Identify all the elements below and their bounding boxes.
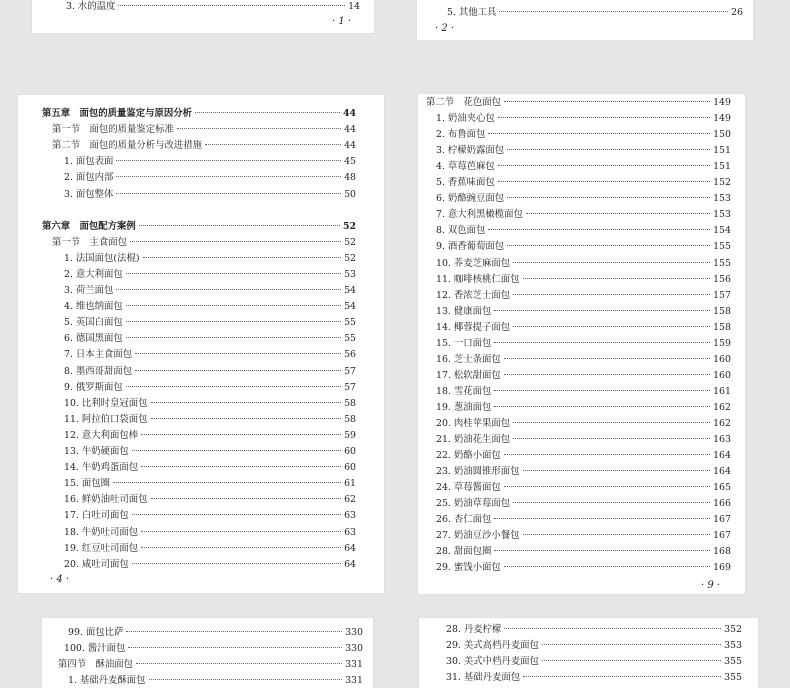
toc-entry xyxy=(64,493,356,507)
toc-entry xyxy=(66,0,360,14)
dot-leader xyxy=(205,144,341,145)
toc-entry-title: 7. 意大利黑橄榄面包 xyxy=(436,209,523,221)
toc-entry xyxy=(64,252,356,266)
toc-entry xyxy=(64,429,356,443)
toc-entry-title: 第五章 面包的质量鉴定与原因分析 xyxy=(42,108,193,119)
toc-entry-page-number: 330 xyxy=(345,627,363,638)
dot-leader xyxy=(126,337,341,338)
toc-entry-page-number: 352 xyxy=(724,624,742,635)
toc-entry-page-number: 156 xyxy=(713,273,731,285)
dot-leader xyxy=(135,370,341,371)
toc-entry xyxy=(64,477,356,491)
toc-entry xyxy=(64,397,356,411)
toc-entry-page-number: 160 xyxy=(713,353,731,365)
toc-entry-title: 99. 面包比萨 xyxy=(68,627,124,638)
toc-entry-page-number: 44 xyxy=(344,124,356,136)
toc-entry xyxy=(64,445,356,459)
toc-entry-page-number: 164 xyxy=(713,450,731,462)
toc-entry xyxy=(436,128,731,142)
toc-entry-page-number: 60 xyxy=(344,446,356,457)
dot-leader xyxy=(116,176,341,177)
toc-entry xyxy=(64,268,356,282)
toc-entry-title: 7. 日本主食面包 xyxy=(64,349,133,361)
toc-entry xyxy=(446,671,742,685)
toc-entry-page-number: 169 xyxy=(713,562,731,574)
dot-leader xyxy=(504,454,710,455)
dot-leader xyxy=(494,310,710,311)
dot-leader xyxy=(116,289,341,290)
dot-leader xyxy=(126,273,341,274)
toc-entry-title: 1. 基础丹麦酥面包 xyxy=(68,675,146,686)
toc-entry xyxy=(64,188,356,202)
dot-leader xyxy=(498,117,710,118)
toc-entry-page-number: 167 xyxy=(713,514,731,526)
dot-leader xyxy=(132,563,341,564)
toc-entry-page-number: 62 xyxy=(344,494,356,506)
dot-leader xyxy=(139,225,340,226)
toc-entry-title: 17. 白吐司面包 xyxy=(64,510,129,522)
toc-entry xyxy=(436,465,731,479)
toc-entry-title: 2. 布鲁面包 xyxy=(436,129,486,141)
toc-entry-title: 19. 葱油面包 xyxy=(436,401,492,413)
toc-entry-title: 18. 雪花面包 xyxy=(436,385,492,397)
toc-entry-page-number: 60 xyxy=(344,462,356,474)
toc-entry-page-number: 52 xyxy=(344,236,356,248)
toc-entry-title: 14. 椰蓉提子面包 xyxy=(436,321,511,333)
toc-entry-title: 10. 荞麦芝麻面包 xyxy=(436,257,511,269)
toc-entry xyxy=(64,155,356,169)
toc-entry xyxy=(446,639,742,653)
dot-leader xyxy=(542,660,721,661)
dot-leader xyxy=(504,486,710,487)
toc-entry xyxy=(436,481,731,495)
toc-entry xyxy=(436,497,731,511)
toc-entry xyxy=(436,337,731,351)
toc-entry xyxy=(42,107,356,121)
toc-entry xyxy=(64,509,356,523)
dot-leader xyxy=(151,498,342,499)
toc-entry-title: 10. 比利时皇冠面包 xyxy=(64,397,148,409)
toc-page-9 xyxy=(418,94,745,594)
toc-entry-page-number: 54 xyxy=(344,285,356,296)
page-number-footer: · 1 · xyxy=(332,16,352,27)
toc-entry-title: 9. 酒香葡萄面包 xyxy=(436,241,505,253)
toc-entry-page-number: 63 xyxy=(344,510,356,522)
toc-entry-title: 28. 甜面包圈 xyxy=(436,546,492,558)
toc-entry-page-number: 63 xyxy=(344,526,356,538)
toc-entry xyxy=(64,413,356,427)
toc-entry xyxy=(446,655,742,669)
toc-entry-page-number: 152 xyxy=(713,177,731,189)
toc-entry-page-number: 50 xyxy=(344,188,356,200)
dot-leader xyxy=(141,531,341,532)
toc-entry-title: 第二节 花色面包 xyxy=(426,97,502,108)
dot-leader xyxy=(136,663,342,664)
dot-leader xyxy=(141,434,341,435)
dot-leader xyxy=(494,518,710,519)
dot-leader xyxy=(116,193,341,194)
toc-entry-page-number: 158 xyxy=(713,305,731,317)
toc-entry xyxy=(436,289,731,303)
toc-entry-title: 2. 面包内部 xyxy=(64,172,114,184)
toc-entry xyxy=(64,316,356,330)
toc-entry-page-number: 355 xyxy=(724,672,742,683)
toc-entry-page-number: 155 xyxy=(713,241,731,253)
toc-entry-page-number: 163 xyxy=(713,434,731,446)
toc-entry-page-number: 164 xyxy=(713,466,731,478)
toc-entry xyxy=(64,332,356,346)
toc-entry-title: 26. 杏仁面包 xyxy=(436,514,492,526)
toc-entry-page-number: 54 xyxy=(344,301,356,313)
dot-leader xyxy=(523,676,721,677)
dot-leader xyxy=(504,628,721,629)
toc-entry-title: 12. 意大利面包棒 xyxy=(64,429,139,441)
dot-leader xyxy=(504,358,710,359)
toc-entry-page-number: 61 xyxy=(344,478,356,490)
toc-entry-page-number: 44 xyxy=(342,108,356,119)
dot-leader xyxy=(128,647,342,648)
toc-entry-page-number: 53 xyxy=(344,268,356,280)
toc-entry xyxy=(436,321,731,335)
toc-entry-page-number: 155 xyxy=(713,257,731,269)
dot-leader xyxy=(118,5,345,6)
toc-entry xyxy=(436,513,731,527)
toc-entry-title: 22. 奶酪小面包 xyxy=(436,450,501,462)
toc-entry xyxy=(436,417,731,431)
toc-entry xyxy=(436,273,731,287)
dot-leader xyxy=(177,128,341,129)
toc-page-4 xyxy=(18,95,384,593)
page-number-footer: · 2 · xyxy=(435,23,455,34)
dot-leader xyxy=(526,213,710,214)
toc-entry-title: 6. 德国黑面包 xyxy=(64,333,123,345)
dot-leader xyxy=(507,149,710,150)
toc-entry xyxy=(436,224,731,238)
toc-entry xyxy=(436,529,731,543)
toc-entry-page-number: 52 xyxy=(344,252,356,264)
toc-entry-page-number: 353 xyxy=(724,640,742,651)
toc-entry-title: 第二节 面包的质量分析与改进措施 xyxy=(52,140,203,152)
toc-entry-page-number: 56 xyxy=(344,349,356,361)
dot-leader xyxy=(498,165,710,166)
toc-entry-title: 4. 草莓芭麻包 xyxy=(436,161,495,173)
toc-entry-page-number: 158 xyxy=(713,321,731,333)
toc-entry-title: 17. 松软甜面包 xyxy=(436,369,501,381)
toc-entry-page-number: 165 xyxy=(713,482,731,494)
toc-entry xyxy=(52,123,356,137)
toc-entry-page-number: 166 xyxy=(713,498,731,510)
toc-entry-title: 23. 奶油圆锥形面包 xyxy=(436,466,520,478)
dot-leader xyxy=(498,181,710,182)
toc-entry-title: 9. 俄罗斯面包 xyxy=(64,381,123,393)
toc-entry-page-number: 64 xyxy=(344,558,356,570)
dot-leader xyxy=(488,229,710,230)
toc-entry-title: 27. 奶油豆沙小餐包 xyxy=(436,530,520,542)
toc-entry-title: 第四节 酥油面包 xyxy=(58,659,134,670)
toc-entry xyxy=(64,642,363,656)
toc-entry-page-number: 151 xyxy=(713,145,731,157)
dot-leader xyxy=(513,294,710,295)
toc-entry-page-number: 154 xyxy=(713,225,731,237)
toc-entry-title: 1. 法国面包(法棍) xyxy=(64,252,140,264)
toc-entry xyxy=(436,240,731,254)
toc-entry-title: 12. 香浓芝士面包 xyxy=(436,289,511,301)
toc-entry xyxy=(436,449,731,463)
toc-entry-title: 20. 肉桂苹果面包 xyxy=(436,418,511,429)
toc-entry-page-number: 57 xyxy=(344,365,356,377)
toc-entry-page-number: 58 xyxy=(344,413,356,425)
dot-leader xyxy=(494,550,710,551)
dot-leader xyxy=(141,547,341,548)
toc-entry-title: 28. 丹麦柠檬 xyxy=(446,624,502,635)
dot-leader xyxy=(126,386,341,387)
dot-leader xyxy=(141,466,341,467)
toc-entry-page-number: 14 xyxy=(348,1,360,12)
toc-entry-page-number: 150 xyxy=(713,129,731,141)
toc-entry-title: 16. 芝士条面包 xyxy=(436,353,501,365)
toc-entry-title: 2. 意大利面包 xyxy=(64,268,123,280)
toc-entry xyxy=(436,176,731,190)
toc-entry xyxy=(436,433,731,447)
toc-entry xyxy=(436,192,731,206)
toc-entry xyxy=(436,208,731,222)
toc-entry xyxy=(436,385,731,399)
dot-leader xyxy=(513,438,710,439)
toc-entry-page-number: 45 xyxy=(344,156,356,168)
toc-entry xyxy=(64,365,356,379)
toc-entry-title: 3. 荷兰面包 xyxy=(64,285,114,296)
dot-leader xyxy=(130,241,341,242)
toc-entry-page-number: 168 xyxy=(713,546,731,558)
toc-entry xyxy=(447,6,743,20)
dot-leader xyxy=(542,644,721,645)
dot-leader xyxy=(513,262,710,263)
dot-leader xyxy=(494,390,710,391)
toc-entry-title: 11. 咖啡核桃仁面包 xyxy=(436,273,520,285)
toc-entry xyxy=(436,160,731,174)
toc-entry-page-number: 161 xyxy=(713,385,731,397)
dot-leader xyxy=(513,422,710,423)
dot-leader xyxy=(195,112,340,113)
toc-entry xyxy=(436,257,731,271)
toc-entry-title: 3. 柠檬奶露面包 xyxy=(436,145,505,157)
toc-entry xyxy=(64,348,356,362)
toc-entry-page-number: 151 xyxy=(713,161,731,173)
toc-entry xyxy=(436,401,731,415)
toc-entry xyxy=(64,171,356,185)
dot-leader xyxy=(507,197,710,198)
toc-entry-page-number: 57 xyxy=(344,381,356,393)
dot-leader xyxy=(126,305,341,306)
dot-leader xyxy=(151,418,342,419)
toc-entry-title: 25. 奶油草莓面包 xyxy=(436,498,511,510)
toc-entry-page-number: 157 xyxy=(713,289,731,301)
toc-entry-title: 第一节 面包的质量鉴定标准 xyxy=(52,124,174,136)
dot-leader xyxy=(126,321,341,322)
toc-entry-title: 13. 牛奶硬面包 xyxy=(64,446,129,457)
toc-entry-page-number: 58 xyxy=(344,397,356,409)
toc-entry xyxy=(58,658,363,672)
toc-entry-page-number: 162 xyxy=(713,401,731,413)
toc-entry-title: 18. 牛奶吐司面包 xyxy=(64,526,139,538)
toc-entry-page-number: 355 xyxy=(724,656,742,667)
dot-leader xyxy=(523,470,711,471)
toc-entry-page-number: 331 xyxy=(345,659,363,670)
toc-entry-page-number: 55 xyxy=(344,333,356,345)
toc-entry-page-number: 167 xyxy=(713,530,731,542)
toc-entry-title: 14. 牛奶鸡蛋面包 xyxy=(64,462,139,474)
page-number-footer: · 9 · xyxy=(701,580,721,591)
toc-entry-page-number: 153 xyxy=(713,209,731,221)
toc-entry-page-number: 153 xyxy=(713,193,731,205)
dot-leader xyxy=(494,406,710,407)
toc-entry-page-number: 59 xyxy=(344,429,356,441)
toc-entry-title: 100. 酱汁面包 xyxy=(64,643,126,654)
toc-entry-page-number: 55 xyxy=(344,317,356,329)
toc-entry-title: 16. 鲜奶油吐司面包 xyxy=(64,494,148,506)
toc-entry-page-number: 149 xyxy=(713,97,731,108)
toc-entry xyxy=(436,545,731,559)
dot-leader xyxy=(126,631,342,632)
toc-entry xyxy=(52,236,356,250)
toc-entry xyxy=(64,284,356,298)
toc-entry-page-number: 64 xyxy=(344,542,356,554)
toc-entry xyxy=(436,353,731,367)
toc-entry xyxy=(52,139,356,153)
dot-leader xyxy=(113,482,341,483)
toc-entry xyxy=(68,626,363,640)
toc-entry-page-number: 44 xyxy=(344,140,356,152)
toc-entry xyxy=(446,623,742,637)
toc-entry-page-number: 26 xyxy=(731,7,743,18)
dot-leader xyxy=(523,534,711,535)
toc-entry xyxy=(426,96,731,110)
dot-leader xyxy=(504,566,710,567)
toc-entry-title: 15. 面包圈 xyxy=(64,478,111,490)
toc-entry-title: 20. 咸吐司面包 xyxy=(64,558,129,570)
dot-leader xyxy=(488,133,710,134)
dot-leader xyxy=(116,160,341,161)
toc-entry-title: 5. 香蕉味面包 xyxy=(436,177,495,189)
toc-entry-title: 6. 奶酪豌豆面包 xyxy=(436,193,505,205)
toc-entry-title: 21. 奶油花生面包 xyxy=(436,434,511,446)
dot-leader xyxy=(504,374,710,375)
toc-entry-title: 29. 美式高档丹麦面包 xyxy=(446,640,539,651)
toc-entry xyxy=(436,369,731,383)
toc-entry-page-number: 331 xyxy=(345,675,363,686)
toc-entry-page-number: 159 xyxy=(713,337,731,349)
toc-entry-title: 29. 蜜饯小面包 xyxy=(436,562,501,574)
toc-entry xyxy=(64,300,356,314)
toc-entry-title: 24. 草莓酱面包 xyxy=(436,482,501,494)
toc-entry xyxy=(64,542,356,556)
toc-page-2 xyxy=(417,0,753,40)
toc-entry-title: 5. 其他工具 xyxy=(447,7,497,18)
toc-entry-title: 3. 水的温度 xyxy=(66,1,116,12)
toc-entry-title: 5. 英国白面包 xyxy=(64,317,123,329)
dot-leader xyxy=(504,101,710,102)
toc-page-1 xyxy=(32,0,374,33)
dot-leader xyxy=(135,353,341,354)
toc-page-partial-right xyxy=(419,618,758,688)
toc-entry-title: 1. 面包表面 xyxy=(64,156,114,168)
toc-entry-page-number: 330 xyxy=(345,643,363,654)
toc-entry xyxy=(64,558,356,572)
toc-entry xyxy=(436,305,731,319)
dot-leader xyxy=(513,326,710,327)
toc-entry-title: 4. 维也纳面包 xyxy=(64,301,123,313)
toc-entry-title: 8. 双色面包 xyxy=(436,225,486,237)
toc-entry-title: 第一节 主食面包 xyxy=(52,236,128,248)
dot-leader xyxy=(513,502,710,503)
page-number-footer: · 4 · xyxy=(50,574,70,585)
toc-entry-title: 3. 面包整体 xyxy=(64,188,114,200)
toc-entry xyxy=(68,674,363,688)
dot-leader xyxy=(494,342,710,343)
toc-entry xyxy=(436,561,731,575)
toc-entry-page-number: 160 xyxy=(713,369,731,381)
toc-entry-title: 1. 奶油夹心包 xyxy=(436,113,495,125)
toc-entry xyxy=(436,112,731,126)
toc-entry-title: 31. 基础丹麦面包 xyxy=(446,672,521,683)
toc-entry-page-number: 52 xyxy=(342,220,356,232)
dot-leader xyxy=(132,514,341,515)
toc-entry-page-number: 162 xyxy=(713,418,731,429)
toc-entry-title: 13. 健康面包 xyxy=(436,305,492,317)
toc-entry-page-number: 149 xyxy=(713,113,731,125)
toc-entry-title: 8. 墨西哥甜面包 xyxy=(64,365,133,377)
toc-entry-title: 第六章 面包配方案例 xyxy=(42,220,136,232)
toc-entry-title: 30. 美式中档丹麦面包 xyxy=(446,656,539,667)
toc-entry xyxy=(42,220,356,234)
toc-entry-title: 15. 一口面包 xyxy=(436,337,492,349)
dot-leader xyxy=(143,257,342,258)
toc-entry xyxy=(436,144,731,158)
toc-entry xyxy=(64,526,356,540)
dot-leader xyxy=(499,11,728,12)
toc-entry xyxy=(64,381,356,395)
toc-page-partial-left xyxy=(42,618,373,688)
toc-entry-title: 11. 阿拉伯口袋面包 xyxy=(64,413,148,425)
dot-leader xyxy=(507,245,710,246)
dot-leader xyxy=(151,402,342,403)
dot-leader xyxy=(523,278,711,279)
toc-entry xyxy=(64,461,356,475)
toc-entry-title: 19. 红豆吐司面包 xyxy=(64,542,139,554)
dot-leader xyxy=(132,450,341,451)
toc-entry-page-number: 48 xyxy=(344,172,356,184)
